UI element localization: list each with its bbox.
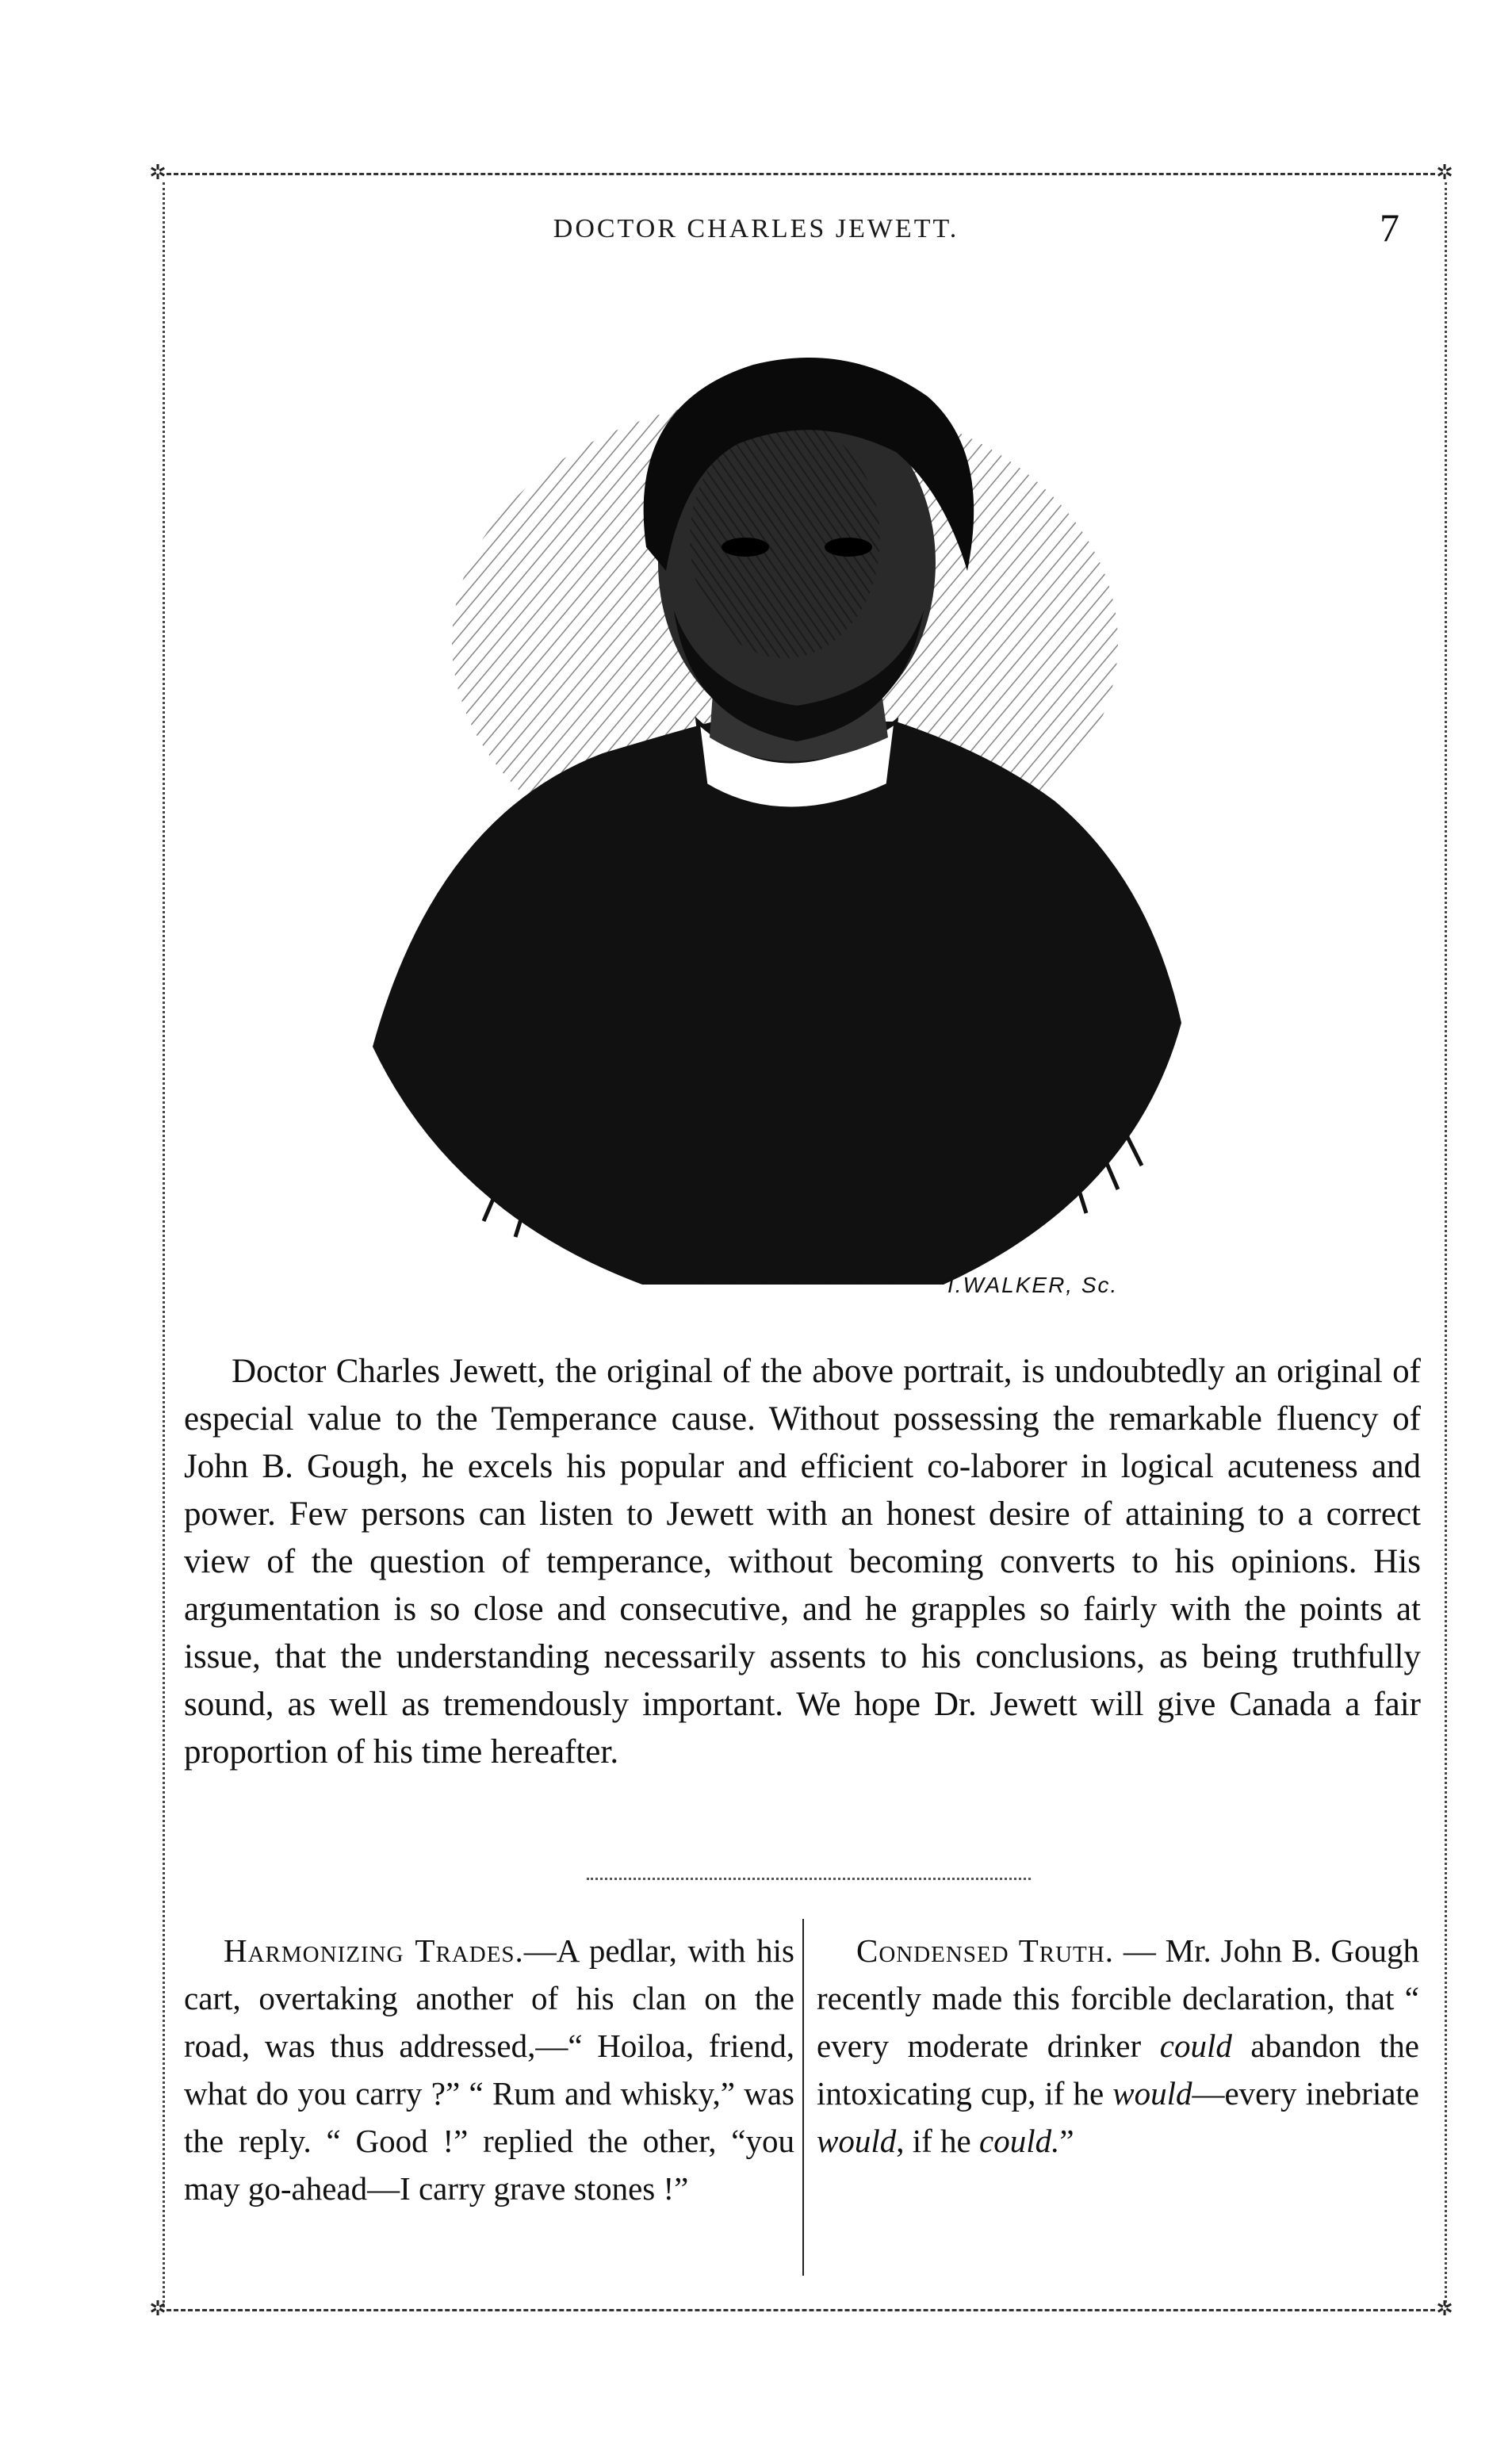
corner-ornament-icon: ✲ [1436, 161, 1453, 184]
corner-ornament-icon: ✲ [149, 2297, 167, 2320]
emphasis-would: would [817, 2123, 897, 2159]
right-column-text: — Mr. John B. Gough recently made this forcible declaration, that “ every moderate drinker [817, 1932, 1419, 2064]
left-column-anecdote [184, 1927, 794, 2212]
article-body [184, 1348, 1421, 1776]
corner-ornament-icon: ✲ [1436, 2297, 1453, 2320]
left-column-paragraph [184, 1927, 794, 2212]
right-column-text: abandon the intoxicating cup, if he [817, 2028, 1420, 2112]
portrait-waistcoat [674, 769, 912, 1285]
portrait-engraving [341, 309, 1292, 1316]
right-column-text: ” [1059, 2123, 1074, 2159]
engraver-signature: I.WALKER, Sc. [947, 1273, 1119, 1297]
frame-left-border [163, 182, 165, 2307]
right-column-text: , if he [896, 2123, 979, 2159]
left-column-text: —A pedlar, with his cart, overtaking another of his clan on the road, was thus addressed,—“ Hoiloa, friend, what do you carry ?” “ Rum and whisky,” was the reply. “ Good !” replied the other, “you may go-ahead—I carry grave stones !” [184, 1932, 794, 2207]
running-title: DOCTOR CHARLES JEWETT. [553, 214, 959, 243]
right-column-heading: Condensed Truth. [856, 1932, 1114, 1969]
ornamental-rule [587, 1878, 1031, 1880]
article-paragraph: Doctor Charles Jewett, the original of the above portrait, is undoubtedly an original of especial value to the Temperance cause. Without possessing the remarkable fluency of John B. Gough, he excels his popular and efficient co-laborer in logical acuteness and power. Few persons can listen to Jewett with an honest desire of attaining to a correct view of the question of temperance, without becoming converts to his opinions. His argumentation is so close and consecutive, and he grapples so fairly with the points at issue, that the understanding necessarily assents to his conclusions, as being truthfully sound, as well as tremendously important. We hope Dr. Jewett will give Canada a fair proportion of his time hereafter. [184, 1353, 1421, 1771]
right-column-text: —every inebriate [1192, 2075, 1419, 2112]
frame-top-border [167, 173, 1435, 175]
portrait-eye-right [825, 538, 872, 557]
right-column-anecdote [817, 1927, 1419, 2165]
frame-right-border [1445, 182, 1447, 2307]
emphasis-could: could. [979, 2123, 1060, 2159]
frame-bottom-border [167, 2309, 1435, 2311]
corner-ornament-icon: ✲ [149, 161, 167, 184]
page-number: 7 [1380, 205, 1399, 250]
emphasis-would: would [1112, 2075, 1192, 2112]
column-divider [802, 1919, 804, 2276]
emphasis-could: could [1159, 2028, 1232, 2064]
portrait-coat-hatching [389, 769, 642, 1261]
right-column-paragraph [817, 1927, 1419, 2165]
portrait-eye-left [722, 538, 769, 557]
left-column-heading: Harmonizing Trades. [224, 1932, 524, 1969]
